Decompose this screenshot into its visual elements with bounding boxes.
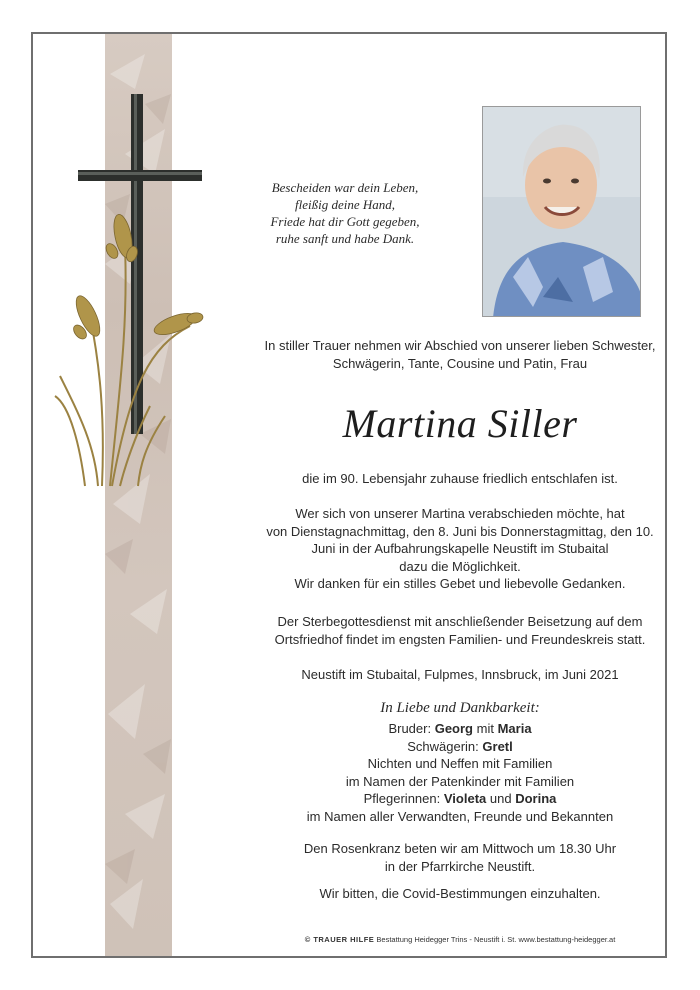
- footer-text: Bestattung Heidegger Trins - Neustift i. St. www.bestattung-heidegger.at: [376, 935, 616, 944]
- passing-line: die im 90. Lebensjahr zuhause friedlich entschlafen ist.: [302, 471, 618, 486]
- family-line-relatives: im Namen aller Verwandten, Freunde und Bekannten: [306, 808, 614, 824]
- family-line-nieces: Nichten und Neffen mit Familien: [367, 756, 553, 771]
- thanks-heading: In Liebe und Dankbarkeit:: [380, 700, 540, 716]
- service-line: Der Sterbegottesdienst mit anschließender Beisetzung auf dem: [277, 614, 643, 629]
- farewell-line: dazu die Möglichkeit.: [399, 558, 521, 574]
- sister-in-law-name: Gretl: [482, 738, 513, 754]
- poem-line: ruhe sanft und habe Dank.: [275, 231, 415, 246]
- covid-notice: [230, 885, 690, 903]
- covid-line: Wir bitten, die Covid-Bestimmungen einzuhalten.: [319, 886, 601, 901]
- brother-label: Bruder:: [388, 721, 432, 736]
- family-line-brother: [230, 720, 690, 738]
- wheat-icon: [55, 246, 190, 486]
- poem-line: Bescheiden war dein Leben,: [271, 180, 419, 195]
- family-line-sister-in-law: [230, 738, 690, 756]
- poem-line: fleißig deine Hand,: [294, 197, 395, 212]
- farewell-text: [230, 505, 690, 593]
- farewell-line: Juni in der Aufbahrungskapelle Neustift im Stubaital: [311, 541, 609, 556]
- poem-line: Friede hat dir Gott gegeben,: [270, 214, 420, 229]
- footer: [230, 935, 690, 945]
- rosary-text: [230, 840, 690, 875]
- family-line-carers: [230, 790, 690, 808]
- intro-text: [230, 337, 690, 372]
- family-line-godchildren: im Namen der Patenkinder mit Familien: [345, 773, 575, 789]
- portrait-illustration: [483, 107, 641, 317]
- poem: [230, 179, 460, 247]
- brother-partner: Maria: [497, 721, 532, 736]
- deceased-name: Martina Siller: [342, 401, 578, 446]
- portrait-photo: [482, 106, 641, 317]
- cross-and-wheat-decoration: [40, 86, 220, 506]
- footer-brand: © TRAUER HILFE: [304, 935, 375, 944]
- carers-und: und: [489, 791, 512, 806]
- farewell-line: von Dienstagnachmittag, den 8. Juni bis Donnerstagmittag, den 10.: [266, 523, 654, 539]
- rosary-line: Den Rosenkranz beten wir am Mittwoch um 18.30 Uhr: [303, 841, 617, 856]
- family-list: [230, 720, 690, 825]
- farewell-line: Wir danken für ein stilles Gebet und liebevolle Gedanken.: [294, 576, 626, 591]
- carer-name: Dorina: [515, 791, 557, 806]
- intro-line: Schwägerin, Tante, Cousine und Patin, Frau: [332, 355, 588, 371]
- brother-name: Georg: [434, 721, 473, 736]
- farewell-line: Wer sich von unserer Martina verabschieden möchte, hat: [295, 506, 625, 521]
- carers-label: Pflegerinnen:: [363, 791, 441, 806]
- intro-line: In stiller Trauer nehmen wir Abschied von unserer lieben Schwester,: [264, 338, 656, 353]
- service-line: Ortsfriedhof findet im engsten Familien- und Freundeskreis statt.: [274, 631, 646, 647]
- brother-mit: mit: [476, 721, 494, 736]
- place-date-line: Neustift im Stubaital, Fulpmes, Innsbruck, im Juni 2021: [301, 667, 619, 682]
- place-date: [230, 666, 690, 684]
- passing-text: [230, 470, 690, 488]
- service-text: [230, 613, 690, 648]
- sister-in-law-label: Schwägerin:: [407, 738, 479, 754]
- rosary-line: in der Pfarrkirche Neustift.: [384, 858, 536, 874]
- carer-name: Violeta: [443, 791, 487, 806]
